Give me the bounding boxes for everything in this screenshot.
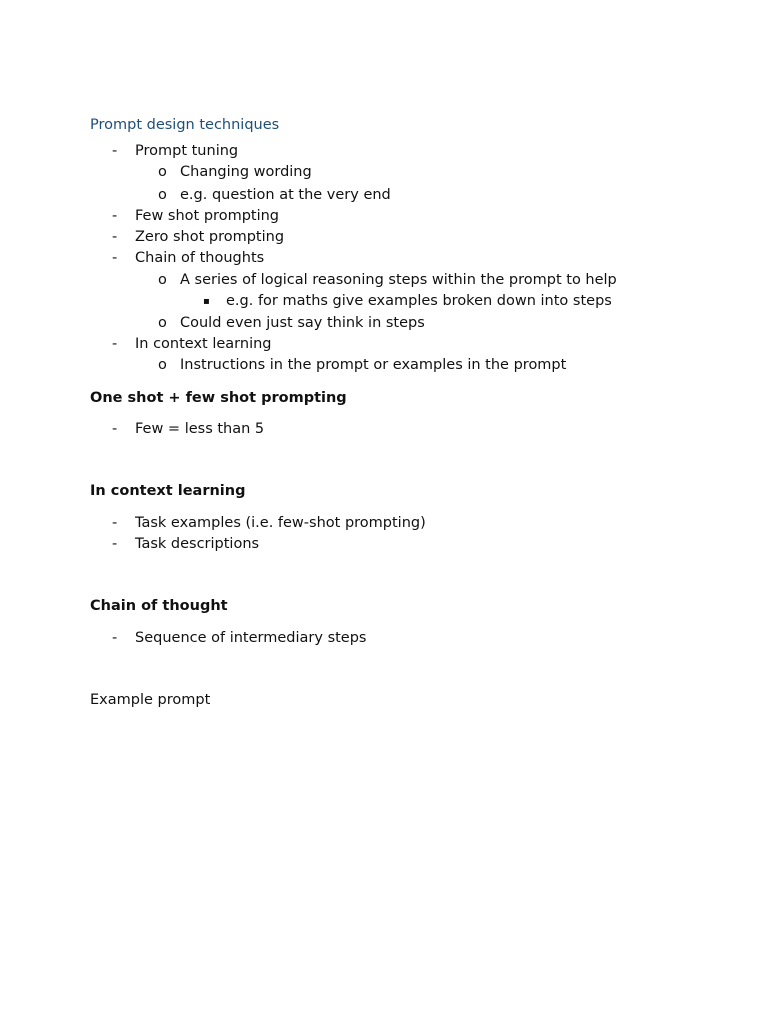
list-item-label: Sequence of intermediary steps <box>135 630 367 646</box>
circle-bullet: o <box>158 272 167 288</box>
dash-bullet: - <box>112 208 118 224</box>
example-prompt-label: Example prompt <box>90 692 211 708</box>
dash-bullet: - <box>112 229 118 245</box>
circle-bullet: o <box>158 357 167 373</box>
list-item-label: Chain of thoughts <box>135 250 265 266</box>
heading-in-context-learning: In context learning <box>90 483 246 499</box>
dash-bullet: - <box>112 515 118 531</box>
heading-one-shot-few-shot: One shot + few shot prompting <box>90 390 347 406</box>
sub-item-label: e.g. question at the very end <box>180 187 391 203</box>
circle-bullet: o <box>158 164 167 180</box>
list-item-label: Prompt tuning <box>135 143 239 159</box>
sub-item-label: Instructions in the prompt or examples in the prompt <box>180 357 567 373</box>
circle-bullet: o <box>158 315 167 331</box>
list-item-label: Few = less than 5 <box>135 421 265 437</box>
sub-item-label: Could even just say think in steps <box>180 315 425 331</box>
dash-bullet: - <box>112 143 118 159</box>
list-item-label: Zero shot prompting <box>135 229 285 245</box>
list-item-label: Task examples (i.e. few-shot prompting) <box>135 515 426 531</box>
document-title: Prompt design techniques <box>90 117 280 133</box>
dash-bullet: - <box>112 536 118 552</box>
square-bullet: ▪ <box>203 296 210 307</box>
circle-bullet: o <box>158 187 167 203</box>
sub-item-label: Changing wording <box>180 164 312 180</box>
list-item-label: Few shot prompting <box>135 208 280 224</box>
dash-bullet: - <box>112 421 118 437</box>
sub-item-label: A series of logical reasoning steps within the prompt to help <box>180 272 617 288</box>
heading-chain-of-thought: Chain of thought <box>90 598 228 614</box>
list-item-label: In context learning <box>135 336 272 352</box>
dash-bullet: - <box>112 336 118 352</box>
dash-bullet: - <box>112 630 118 646</box>
list-item-label: Task descriptions <box>135 536 260 552</box>
sub-sub-item-label: e.g. for maths give examples broken down into steps <box>226 293 612 309</box>
dash-bullet: - <box>112 250 118 266</box>
